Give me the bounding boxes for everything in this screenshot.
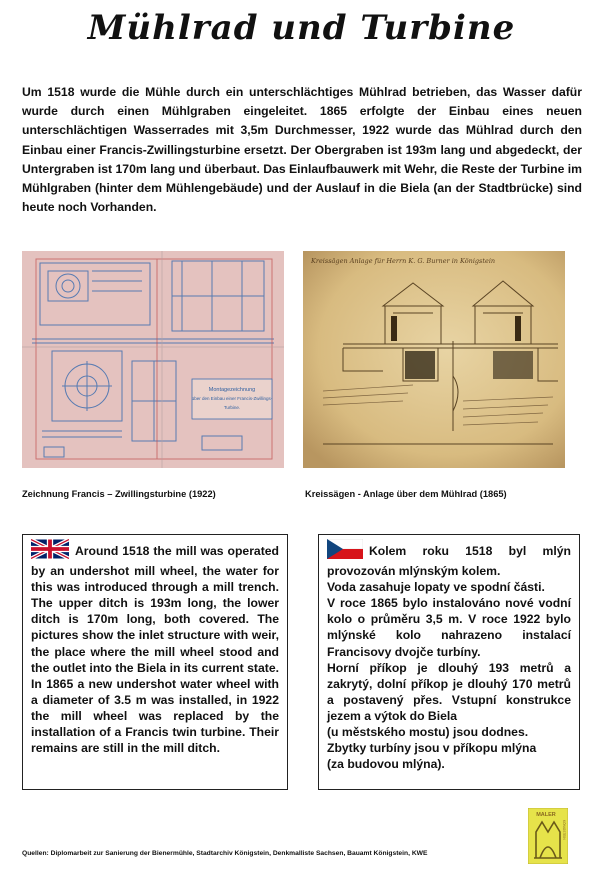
old-drawing-header: Kreissägen Anlage für Herrn K. G. Burner in Königstein	[311, 257, 496, 265]
logo-top-text: MALER	[536, 812, 556, 818]
maler-logo	[528, 808, 568, 864]
czech-line-2: Voda zasahuje lopaty ve spodní části.	[327, 580, 545, 595]
czech-line-5: (u městského mostu) jsou dodnes.	[327, 725, 529, 740]
blueprint-stamp-line-1: Montagezeichnung	[208, 387, 256, 393]
english-text-box	[22, 534, 288, 790]
czech-line-7: (za budovou mlýna).	[327, 757, 445, 772]
czech-line-3: V roce 1865 bylo instalováno nové vodní kolo o průměru 3,5 m. V roce 1922 bylo mlýnské kolo nahrazeno instalací Francisovy dvojče turbíny.	[327, 596, 571, 659]
english-text: Around 1518 the mill was operated by an undershot mill wheel, the water for this was introduced through a mill trench. The upper ditch is 193m long, the lower ditch is 170m long, both covered. The pictures show the inlet structure with weir, the place where the mill wheel stood and the outlet into the Biela in its current state. In 1865 a new undershot water wheel with a diameter of 3.5 m was installed, in 1922 the mill wheel was replaced by the installation of a Francis twin turbine. Their remains are still in the mill ditch.	[31, 544, 279, 756]
uk-flag-icon	[31, 539, 69, 563]
czech-line-6: Zbytky turbíny jsou v příkopu mlýna	[327, 741, 537, 756]
blueprint-stamp-line-2: über den Einbau einer Francis-Zwillings-	[191, 396, 273, 401]
old-drawing-photo	[303, 251, 565, 468]
page-title: Mühlrad und Turbine	[87, 8, 516, 48]
intro-paragraph: Um 1518 wurde die Mühle durch ein unterschlächtiges Mühlrad betrieben, das Wasser dafür wurde durch einen Mühlgraben eingeleitet. 1865 erfolgte der Einbau eines neuen unterschlächtigen Wasserrades mit 3,5m Durchmesser, 1922 wurde das Mühlrad durch den Einbau einer Francis-Zwillingsturbine ersetzt. Der Obergraben ist 193m lang und abgedeckt, der Untergraben ist 170m lang und überbaut. Das Einlaufbauwerk mit Wehr, die Reste der Turbine im Mühlgraben (hinter dem Mühlengebäude) und der Auslauf in die Biela (an der Stadtbrücke) sind heute noch Vorhanden.	[22, 85, 582, 215]
czech-line-1: Kolem roku 1518 byl mlýn provozován mlýnským kolem.	[327, 544, 571, 579]
logo-side-text: KÖNIGSTEIN	[562, 820, 566, 840]
blueprint-stamp-line-3: Turbine.	[223, 405, 241, 410]
sources-footer: Quellen: Diplomarbeit zur Sanierung der Bienermühle, Stadtarchiv Königstein, Denkmalliste Sachsen, Bauamt Königstein, KWE	[22, 850, 428, 857]
czech-line-4: Horní příkop je dlouhý 193 metrů a zakrytý, dolní příkop je dlouhý 170 metrů a postavený přes. Vstupní konstrukce jezem a výtok do Biela	[327, 660, 571, 723]
blueprint-photo	[22, 251, 284, 468]
right-image-caption: Kreissägen - Anlage über dem Mühlrad (1865)	[305, 489, 507, 499]
czech-flag-icon	[327, 539, 363, 563]
czech-text-box	[318, 534, 580, 790]
left-image-caption: Zeichnung Francis – Zwillingsturbine (1922)	[22, 489, 216, 499]
